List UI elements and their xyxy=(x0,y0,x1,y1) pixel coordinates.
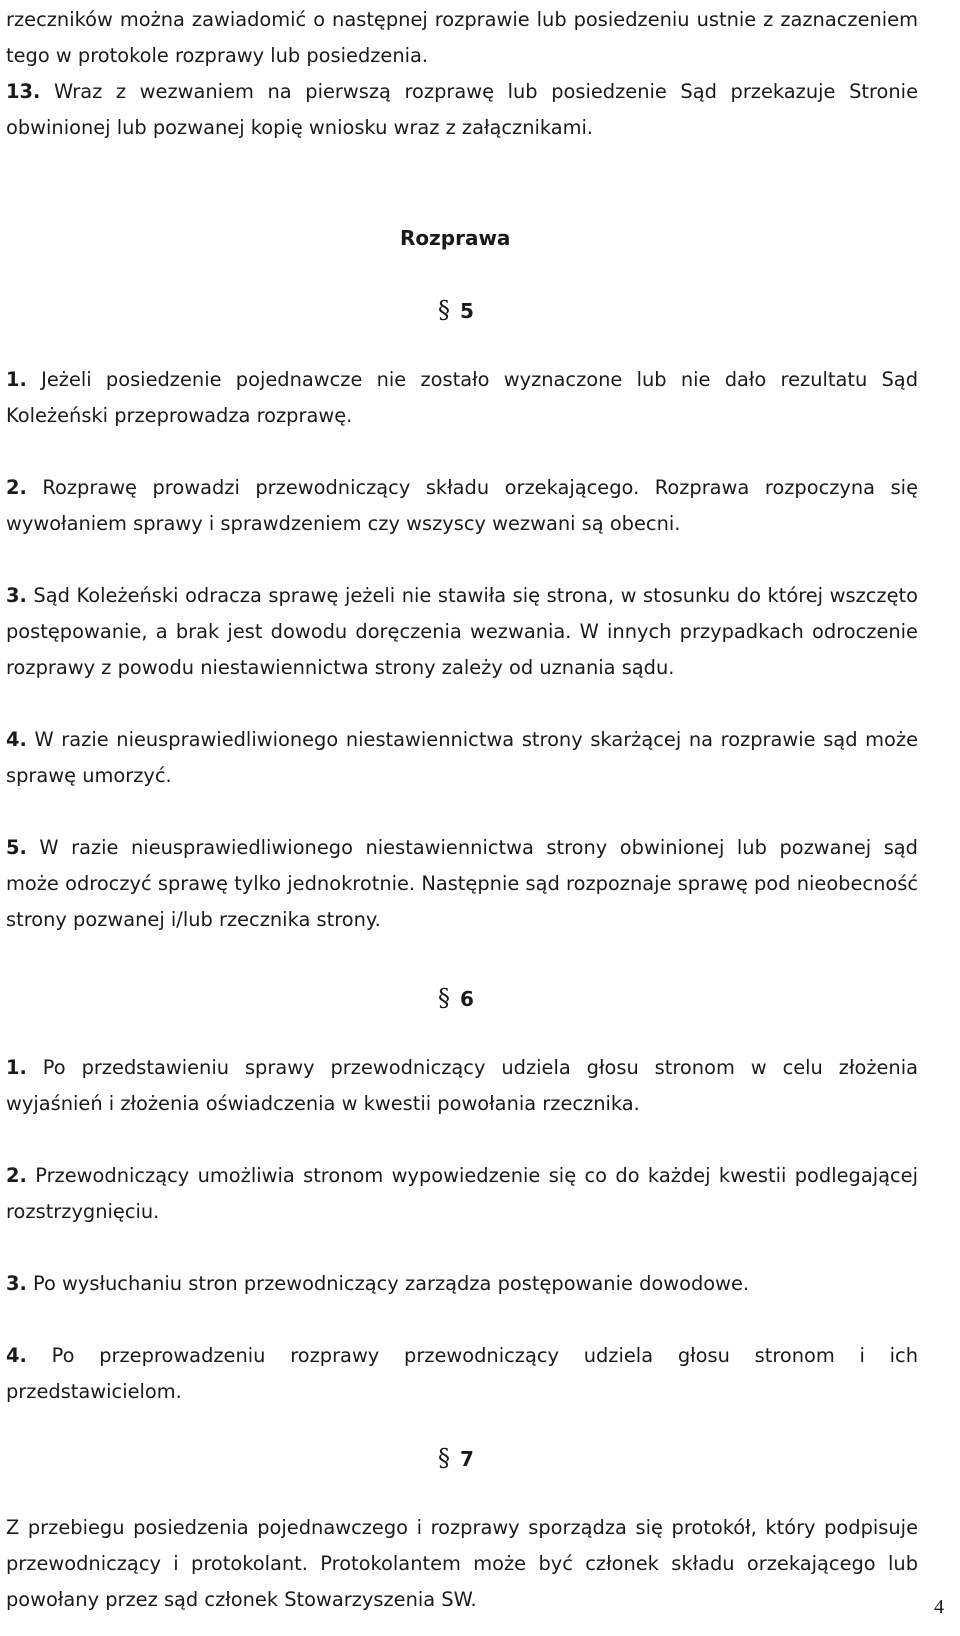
paragraph-number: 13. xyxy=(6,80,41,103)
item-text: Przewodniczący umożliwia stronom wypowiedzenie się co do każdej kwestii podlegającej rozstrzygnięciu. xyxy=(6,1164,918,1223)
item-text: Po wysłuchaniu stron przewodniczący zarządza postępowanie dowodowe. xyxy=(33,1272,750,1295)
item-number: 1. xyxy=(6,1056,27,1079)
item-text: Rozprawę prowadzi przewodniczący składu orzekającego. Rozprawa rozpoczyna się wywołaniem sprawy i sprawdzeniem czy wszyscy wezwani są obecni. xyxy=(6,476,919,535)
item-text: W razie nieusprawiedliwionego niestawiennictwa strony obwinionej lub pozwanej sąd może odroczyć sprawę tylko jednokrotnie. Następnie sąd rozpoznaje sprawę pod nieobecność strony pozwanej i/lub rzecznika strony. xyxy=(6,836,918,931)
item-number: 2. xyxy=(6,1164,27,1187)
item-number: 2. xyxy=(6,476,27,499)
paragraph-text: Z przebiegu posiedzenia pojednawczego i rozprawy sporządza się protokół, który podpisuje przewodniczący i protokolant. Protokolantem może być członek składu orzekającego lub powołany przez sąd członek Stowarzyszenia SW. xyxy=(6,1516,918,1611)
sec6-item-4 xyxy=(6,1338,918,1410)
section-marker-6 xyxy=(438,980,474,1017)
section-heading: Rozprawa xyxy=(400,226,511,250)
item-number: 4. xyxy=(6,1344,27,1367)
section-sign: § xyxy=(438,1444,450,1472)
sec6-item-3 xyxy=(6,1266,918,1302)
section-marker-5 xyxy=(438,292,474,329)
item-text: Po przedstawieniu sprawy przewodniczący udziela głosu stronom w celu złożenia wyjaśnień i złożenia oświadczenia w kwestii powołania rzecznika. xyxy=(6,1056,918,1115)
item-number: 3. xyxy=(6,584,27,607)
sec6-item-2 xyxy=(6,1158,918,1230)
paragraph-continuation xyxy=(6,2,918,74)
section-number: 7 xyxy=(460,1447,474,1471)
section-sign: § xyxy=(438,984,450,1012)
section-sign: § xyxy=(438,296,450,324)
item-text: Jeżeli posiedzenie pojednawcze nie zostało wyznaczone lub nie dało rezultatu Sąd Koleżeński przeprowadza rozprawę. xyxy=(6,368,918,427)
sec5-item-4 xyxy=(6,722,918,794)
section-marker-7 xyxy=(438,1440,474,1477)
sec6-item-1 xyxy=(6,1050,918,1122)
sec7-paragraph xyxy=(6,1510,918,1618)
sec5-item-5 xyxy=(6,830,918,938)
paragraph-text: Wraz z wezwaniem na pierwszą rozprawę lub posiedzenie Sąd przekazuje Stronie obwinionej lub pozwanej kopię wniosku wraz z załącznikami. xyxy=(6,80,918,139)
item-number: 3. xyxy=(6,1272,27,1295)
item-number: 1. xyxy=(6,368,27,391)
item-number: 5. xyxy=(6,836,27,859)
section-number: 6 xyxy=(460,987,474,1011)
section-number: 5 xyxy=(460,299,474,323)
sec5-item-1 xyxy=(6,362,918,434)
sec5-item-3 xyxy=(6,578,918,686)
item-text: Po przeprowadzeniu rozprawy przewodniczący udziela głosu stronom i ich przedstawicielom. xyxy=(6,1344,918,1403)
paragraph-13 xyxy=(6,74,918,146)
paragraph-text: rzeczników można zawiadomić o następnej rozprawie lub posiedzeniu ustnie z zaznaczeniem tego w protokole rozprawy lub posiedzenia. xyxy=(6,8,918,67)
sec5-item-2 xyxy=(6,470,918,542)
item-number: 4. xyxy=(6,728,27,751)
page-number: 4 xyxy=(934,1596,944,1618)
item-text: Sąd Koleżeński odracza sprawę jeżeli nie stawiła się strona, w stosunku do której wszczęto postępowanie, a brak jest dowodu doręczenia wezwania. W innych przypadkach odroczenie rozprawy z powodu niestawiennictwa strony zależy od uznania sądu. xyxy=(6,584,918,679)
item-text: W razie nieusprawiedliwionego niestawiennictwa strony skarżącej na rozprawie sąd może sprawę umorzyć. xyxy=(6,728,918,787)
